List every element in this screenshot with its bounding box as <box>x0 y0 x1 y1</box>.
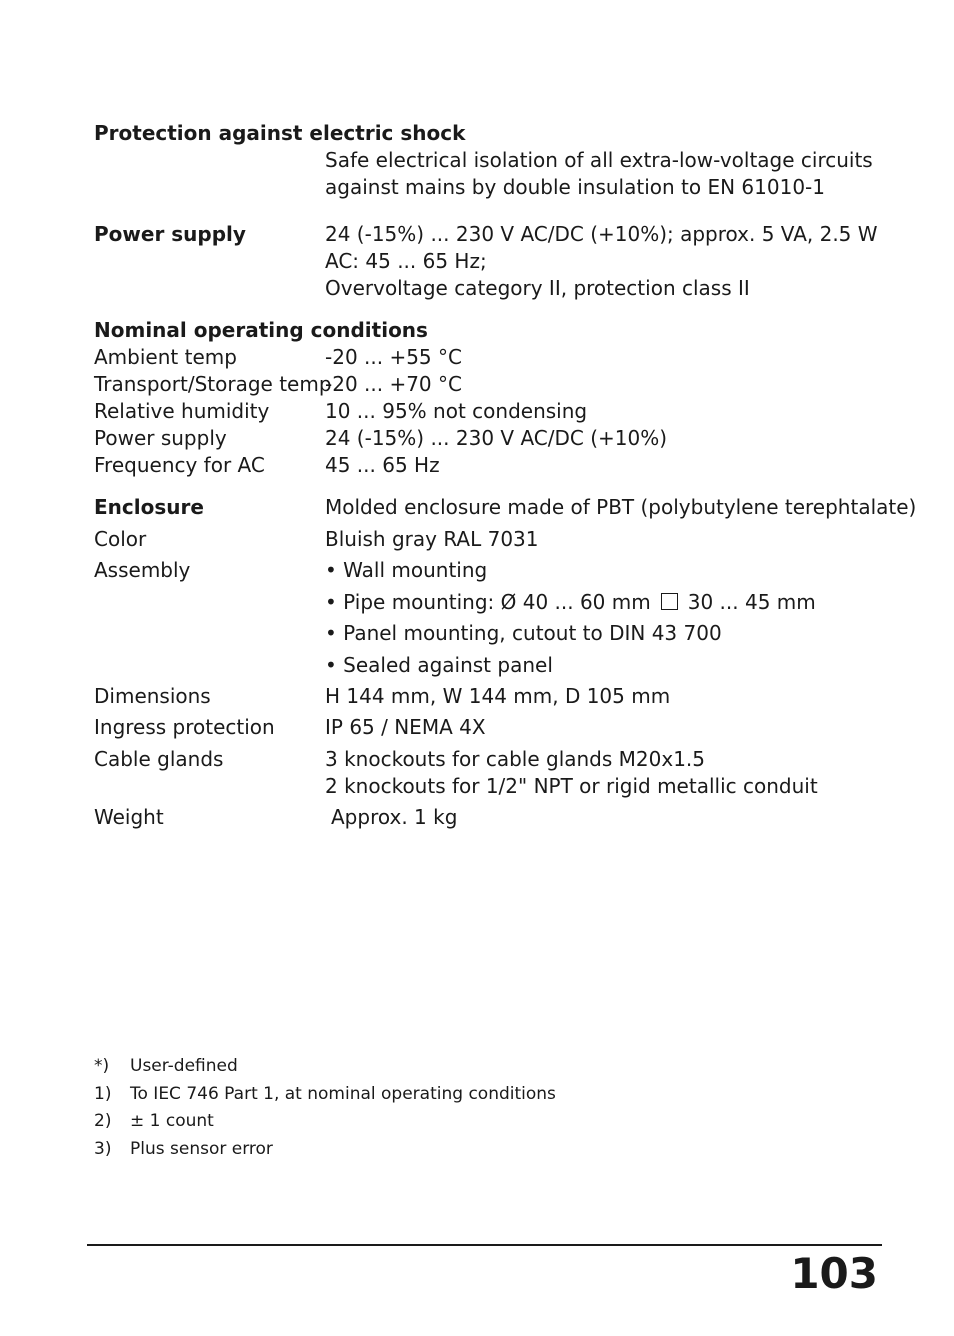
nominal-value-humidity: 10 ... 95% not condensing <box>325 399 588 423</box>
power-supply-label: Power supply <box>94 222 246 246</box>
protection-line-2: against mains by double insulation to EN 61010-1 <box>325 175 825 199</box>
ingress-label: Ingress protection <box>94 715 275 739</box>
enclosure-value: Molded enclosure made of PBT (polybutylene terephtalate) <box>325 495 917 519</box>
ingress-value: IP 65 / NEMA 4X <box>325 715 486 739</box>
nominal-label-humidity: Relative humidity <box>94 399 270 423</box>
power-supply-line-1: 24 (-15%) ... 230 V AC/DC (+10%); approx. 5 VA, 2.5 W <box>325 222 878 246</box>
nominal-value-transport: -20 ... +70 °C <box>325 372 462 396</box>
assembly-item-panel: • Panel mounting, cutout to DIN 43 700 <box>325 621 722 645</box>
cable-glands-line-1: 3 knockouts for cable glands M20x1.5 <box>325 747 705 771</box>
page-number: 103 <box>790 1249 878 1298</box>
nominal-label-transport: Transport/Storage temp <box>94 372 332 396</box>
assembly-item-wall: • Wall mounting <box>325 558 488 582</box>
cable-glands-label: Cable glands <box>94 747 224 771</box>
footnote-text: To IEC 746 Part 1, at nominal operating conditions <box>130 1084 556 1104</box>
weight-label: Weight <box>94 805 164 829</box>
nominal-value-power: 24 (-15%) ... 230 V AC/DC (+10%) <box>325 426 668 450</box>
footnote-mark: 2) <box>94 1111 112 1131</box>
cable-glands-line-2: 2 knockouts for 1/2" NPT or rigid metallic conduit <box>325 774 818 798</box>
protection-heading: Protection against electric shock <box>94 121 466 145</box>
footnote-text: User-defined <box>130 1056 238 1076</box>
footer-rule <box>87 1244 882 1246</box>
nominal-label-power: Power supply <box>94 426 227 450</box>
footnote-mark: *) <box>94 1056 110 1076</box>
footnote-text: Plus sensor error <box>130 1139 273 1159</box>
assembly-label: Assembly <box>94 558 191 582</box>
square-profile-icon <box>661 593 678 610</box>
nominal-label-frequency: Frequency for AC <box>94 453 265 477</box>
pipe-square-value: 30 ... 45 mm <box>687 590 816 614</box>
color-value: Bluish gray RAL 7031 <box>325 527 539 551</box>
protection-line-1: Safe electrical isolation of all extra-low-voltage circuits <box>325 148 873 172</box>
enclosure-label: Enclosure <box>94 495 204 519</box>
weight-value: Approx. 1 kg <box>331 805 458 829</box>
footnote-mark: 1) <box>94 1084 112 1104</box>
power-supply-line-2: AC: 45 ... 65 Hz; <box>325 249 487 273</box>
color-label: Color <box>94 527 147 551</box>
assembly-item-pipe <box>325 589 816 616</box>
nominal-label-ambient: Ambient temp <box>94 345 237 369</box>
footnote-mark: 3) <box>94 1139 112 1159</box>
power-supply-line-3: Overvoltage category II, protection class II <box>325 276 750 300</box>
assembly-item-sealed: • Sealed against panel <box>325 653 553 677</box>
nominal-value-ambient: -20 ... +55 °C <box>325 345 462 369</box>
footnote-text: ± 1 count <box>130 1111 214 1131</box>
nominal-value-frequency: 45 ... 65 Hz <box>325 453 440 477</box>
dimensions-value: H 144 mm, W 144 mm, D 105 mm <box>325 684 671 708</box>
dimensions-label: Dimensions <box>94 684 211 708</box>
pipe-mounting-text: • Pipe mounting: Ø 40 ... 60 mm <box>325 590 651 614</box>
nominal-heading: Nominal operating conditions <box>94 318 428 342</box>
